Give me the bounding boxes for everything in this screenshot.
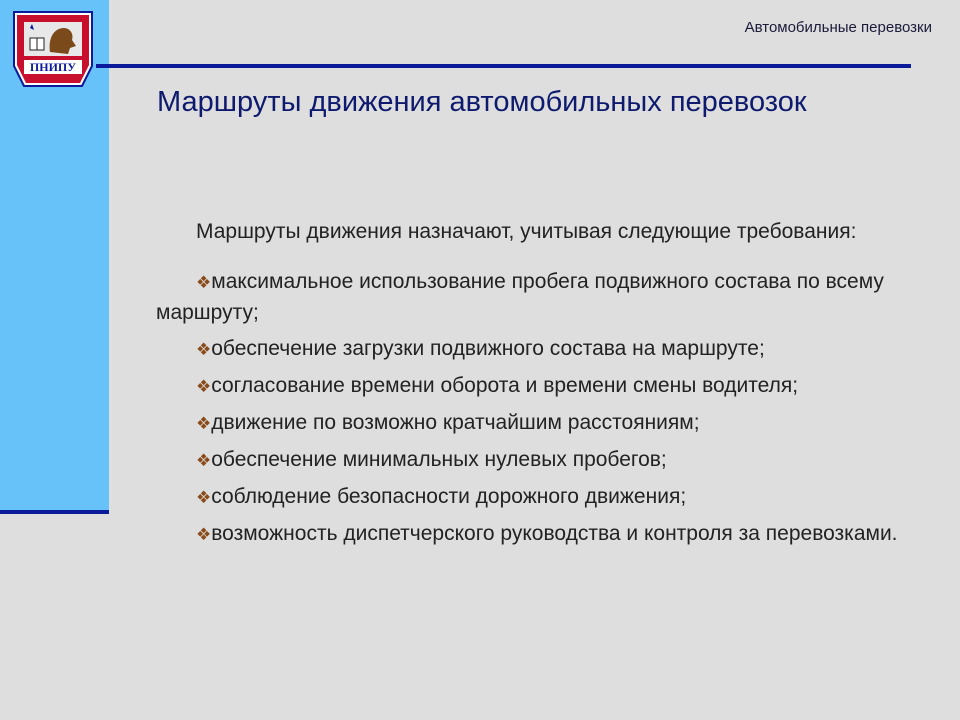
list-item: ❖согласование времени оборота и времени смены водителя; [196, 374, 799, 397]
list-item: ❖обеспечение минимальных нулевых пробегов; [196, 448, 667, 471]
intro-text: Маршруты движения назначают, учитывая следующие требования: [196, 220, 857, 243]
left-divider [0, 510, 109, 514]
list-item: ❖движение по возможно кратчайшим расстояниям; [196, 411, 700, 434]
course-name: Автомобильные перевозки [744, 19, 932, 36]
list-item: ❖обеспечение загрузки подвижного состава на маршруте; [196, 337, 765, 360]
diamond-bullet-icon: ❖ [196, 451, 212, 470]
list-item: ❖соблюдение безопасности дорожного движения; [196, 485, 687, 508]
slide-title: Маршруты движения автомобильных перевозок [157, 86, 807, 118]
diamond-bullet-icon: ❖ [196, 525, 212, 544]
list-item: ❖максимальное использование пробега подвижного состава по всему маршруту; [156, 270, 884, 324]
slide-body [156, 207, 916, 556]
diamond-bullet-icon: ❖ [196, 273, 212, 292]
requirements-list [156, 267, 916, 550]
diamond-bullet-icon: ❖ [196, 488, 212, 507]
diamond-bullet-icon: ❖ [196, 377, 212, 396]
logo-text: ПНИПУ [29, 60, 77, 74]
diamond-bullet-icon: ❖ [196, 414, 212, 433]
list-item: ❖возможность диспетчерского руководства и контроля за перевозками. [196, 522, 898, 545]
university-logo [10, 8, 96, 90]
header-rule [96, 64, 911, 68]
diamond-bullet-icon: ❖ [196, 340, 212, 359]
